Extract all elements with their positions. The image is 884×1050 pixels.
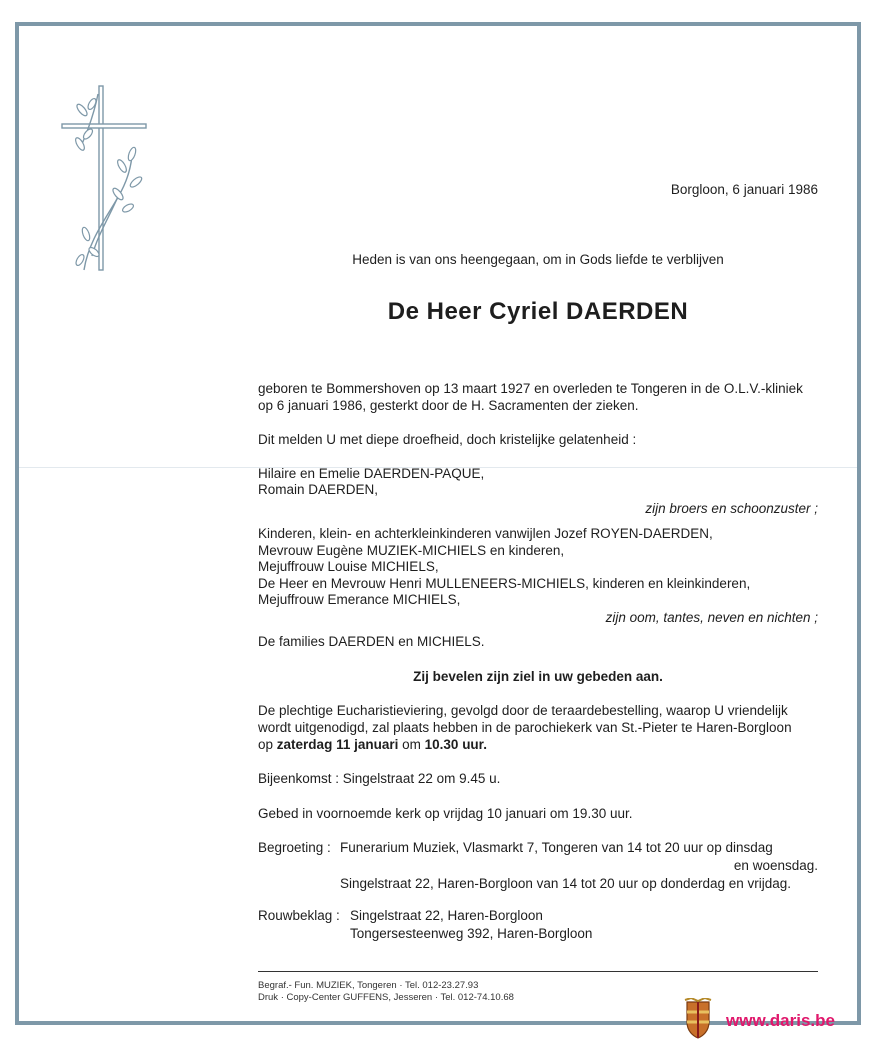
viewing-line-1: Funerarium Muziek, Vlasmarkt 7, Tongeren van 14 tot 20 uur op dinsdag — [340, 840, 773, 855]
family-member: De Heer en Mevrouw Henri MULLENEERS-MICHIELS, kinderen en kleinkinderen, — [258, 576, 751, 591]
announcement: Dit melden U met diepe droefheid, doch kristelijke gelatenheid : — [258, 432, 637, 447]
intro-line: Heden is van ons heengegaan, om in Gods liefde te verblijven — [352, 252, 724, 267]
viewing-label: Begroeting : — [258, 840, 331, 855]
service-prefix: op — [258, 737, 274, 752]
birth-line-1: geboren te Bommershoven op 13 maart 1927 en overleden te Tongeren in de O.L.V.-kliniek — [258, 381, 803, 396]
coat-of-arms-icon — [683, 998, 713, 1040]
footer-printer: Druk · Copy-Center GUFFENS, Jesseren · Tel. 012-74.10.68 — [258, 992, 514, 1003]
family-member: Romain DAERDEN, — [258, 482, 379, 497]
families-line: De families DAERDEN en MICHIELS. — [258, 634, 485, 649]
family-member: Mevrouw Eugène MUZIEK-MICHIELS en kinderen, — [258, 543, 565, 558]
family-member: Mejuffrouw Louise MICHIELS, — [258, 559, 439, 574]
place-date: Borgloon, 6 januari 1986 — [670, 182, 818, 197]
cross-with-vine-icon — [58, 84, 150, 274]
watermark-site[interactable]: www.daris.be — [726, 1011, 835, 1030]
service-mid: om — [402, 737, 421, 752]
mourning-line-2: Tongersesteenweg 392, Haren-Borgloon — [350, 926, 593, 941]
service-line-1: De plechtige Eucharistieviering, gevolgd door de teraardebestelling, waarop U vriendelijk — [258, 703, 788, 718]
service-line-3 — [258, 737, 487, 753]
footer-undertaker: Begraf.- Fun. MUZIEK, Tongeren · Tel. 012-23.27.93 — [258, 980, 479, 991]
prayer-service-line: Gebed in voornoemde kerk op vrijdag 10 januari om 19.30 uur. — [258, 806, 633, 821]
mourning-line-1: Singelstraat 22, Haren-Borgloon — [350, 908, 543, 923]
relation-relatives: zijn oom, tantes, neven en nichten ; — [605, 610, 818, 625]
gathering-line: Bijeenkomst : Singelstraat 22 om 9.45 u. — [258, 771, 501, 786]
service-line-2: wordt uitgenodigd, zal plaats hebben in de parochiekerk van St.-Pieter te Haren-Borgloon — [258, 720, 792, 735]
relation-siblings: zijn broers en schoonzuster ; — [645, 501, 818, 516]
service-date: zaterdag 11 januari — [276, 737, 399, 752]
viewing-line-2: en woensdag. — [733, 858, 818, 873]
birth-line-2: op 6 januari 1986, gesterkt door de H. Sacramenten der zieken. — [258, 398, 639, 413]
service-time: 10.30 uur. — [424, 737, 487, 752]
family-member: Hilaire en Emelie DAERDEN-PAQUE, — [258, 466, 485, 481]
family-member: Mejuffrouw Emerance MICHIELS, — [258, 592, 461, 607]
deceased-name: De Heer Cyriel DAERDEN — [387, 298, 689, 325]
prayer-request: Zij bevelen zijn ziel in uw gebeden aan. — [413, 669, 663, 684]
mourning-label: Rouwbeklag : — [258, 908, 340, 923]
family-member: Kinderen, klein- en achterkleinkinderen vanwijlen Jozef ROYEN-DAERDEN, — [258, 526, 713, 541]
viewing-line-3: Singelstraat 22, Haren-Borgloon van 14 tot 20 uur op donderdag en vrijdag. — [340, 876, 792, 891]
footer-divider — [258, 971, 818, 972]
